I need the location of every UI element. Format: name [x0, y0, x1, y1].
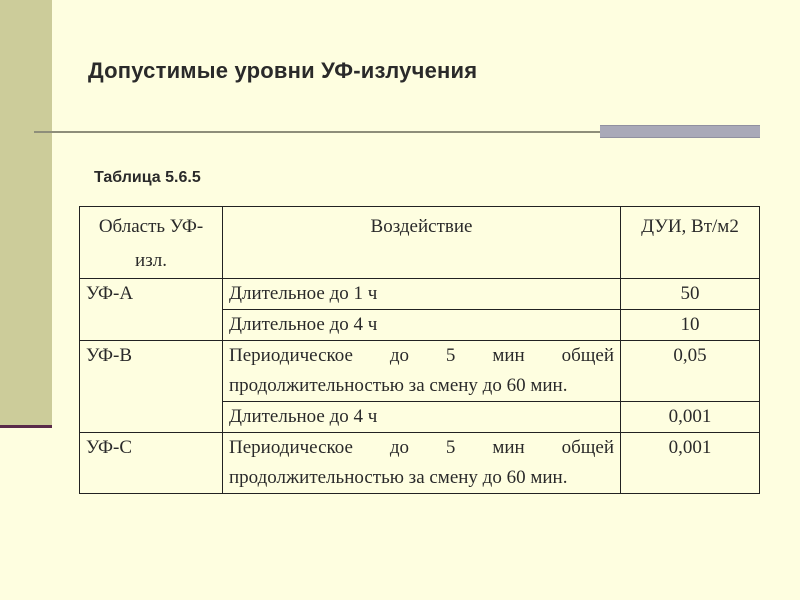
value-cell: 0,05	[621, 341, 760, 402]
region-cell: УФ-А	[80, 279, 223, 341]
left-decor-bar	[0, 0, 52, 425]
effect-cell: Длительное до 4 ч	[223, 402, 621, 433]
effect-cell: Длительное до 1 ч	[223, 279, 621, 310]
value-cell: 50	[621, 279, 760, 310]
region-cell: УФ-В	[80, 341, 223, 433]
table-row	[80, 279, 760, 310]
value-cell: 0,001	[621, 402, 760, 433]
header-effect: Воздействие	[223, 207, 621, 279]
value-cell: 0,001	[621, 433, 760, 494]
effect-cell: Периодическое до 5 мин общей продолжительностью за смену до 60 мин.	[223, 341, 621, 402]
uv-limits-table	[79, 206, 760, 494]
header-region: Область УФ-изл.	[80, 207, 223, 279]
table-header-row	[80, 207, 760, 279]
table-row	[80, 433, 760, 494]
header-value: ДУИ, Вт/м2	[621, 207, 760, 279]
left-decor-line	[0, 425, 52, 428]
table-caption: Таблица 5.6.5	[94, 169, 201, 186]
title-rule-thin	[34, 131, 600, 133]
region-cell: УФ-С	[80, 433, 223, 494]
effect-cell: Длительное до 4 ч	[223, 310, 621, 341]
table-row	[80, 341, 760, 402]
title-rule-thick	[600, 125, 760, 138]
page-title: Допустимые уровни УФ-излучения	[88, 58, 478, 83]
value-cell: 10	[621, 310, 760, 341]
effect-cell: Периодическое до 5 мин общей продолжительностью за смену до 60 мин.	[223, 433, 621, 494]
